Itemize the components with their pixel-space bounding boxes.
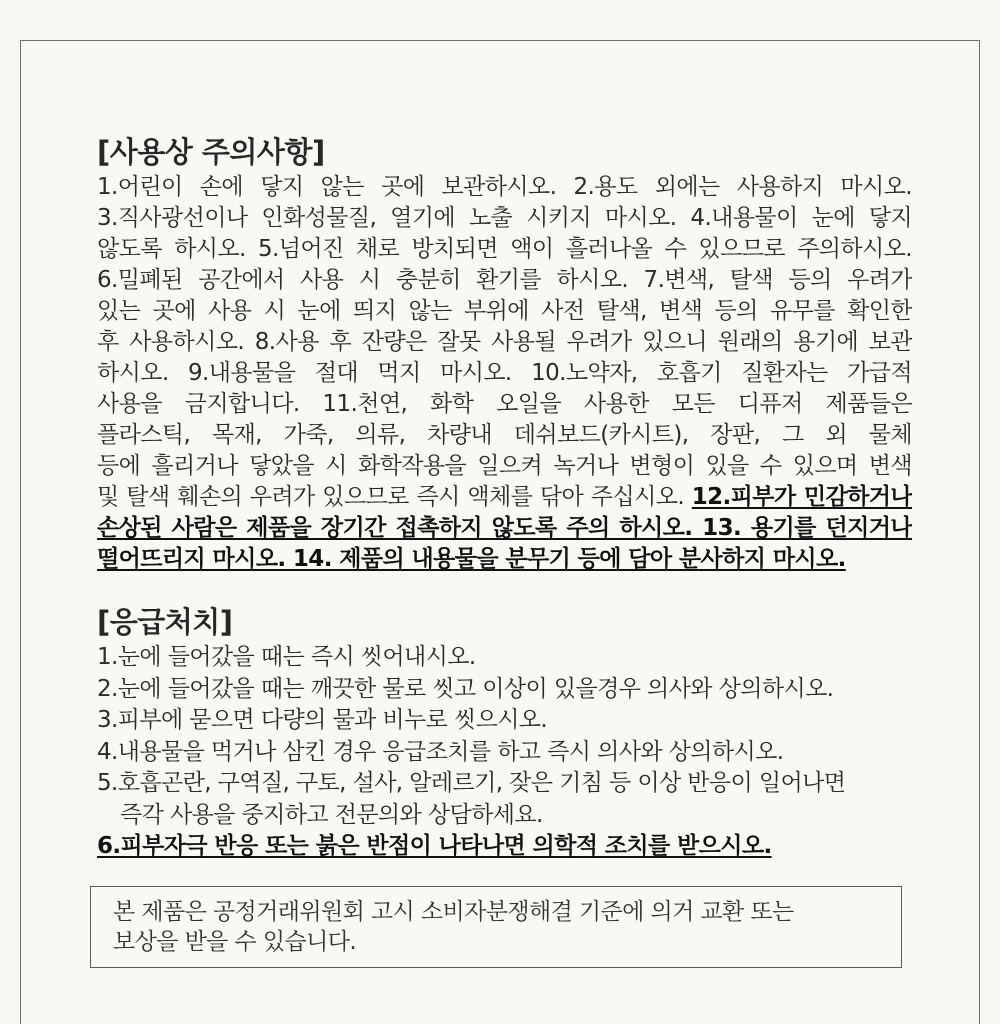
first-aid-item-continuation: 즉각 사용을 중지하고 전문의와 상담하세요.	[120, 801, 543, 828]
precaution-line-plain: 및 탈색 훼손의 우려가 있으므로 즉시 액체를 닦아 주십시오.	[97, 484, 685, 510]
notice-line: 본 제품은 공정거래위원회 고시 소비자분쟁해결 기준에 의거 교환 또는	[113, 899, 794, 925]
precautions-section	[97, 132, 912, 575]
precaution-line: 3.직사광선이나 인화성물질, 열기에 노출 시키지 마시오. 4.내용물이 눈에 닿지	[97, 205, 912, 231]
precaution-line: 플라스틱, 목재, 가죽, 의류, 차량내 데쉬보드(카시트), 장판, 그 외 물체	[97, 422, 912, 448]
precautions-heading: [사용상 주의사항]	[97, 135, 325, 169]
first-aid-item: 5.호흡곤란, 구역질, 구토, 설사, 알레르기, 잦은 기침 등 이상 반응이 일어나면	[97, 770, 846, 796]
precaution-line: 사용을 금지합니다. 11.천연, 화학 오일을 사용한 모든 디퓨저 제품들은	[97, 391, 912, 417]
first-aid-emphasis-text: 6.피부자극 반응 또는 붉은 반점이 나타나면 의학적 조치를 받으시오.	[97, 833, 772, 859]
first-aid-heading: [응급처치]	[97, 605, 233, 639]
consumer-notice-box	[90, 886, 902, 968]
precaution-line: 하시오. 9.내용물을 절대 먹지 마시오. 10.노약자, 호흡기 질환자는 가급적	[97, 360, 912, 386]
first-aid-emphasis-line	[97, 831, 912, 863]
precaution-line: 6.밀폐된 공간에서 사용 시 충분히 환기를 하시오. 7.변색, 탈색 등의 우려가	[97, 267, 912, 293]
precaution-emphasis-text: 떨어뜨리지 마시오. 14. 제품의 내용물을 분무기 등에 담아 분사하지 마시오.	[97, 546, 846, 572]
first-aid-item: 4.내용물을 먹거나 삼킨 경우 응급조치를 하고 즉시 의사와 상의하시오.	[97, 738, 784, 765]
notice-line: 보상을 받을 수 있습니다.	[113, 929, 357, 955]
precaution-emphasis-text: 12.피부가 민감하거나	[691, 484, 912, 510]
precaution-emphasis-line	[97, 544, 912, 575]
precaution-line: 등에 흘리거나 닿았을 시 화학작용을 일으켜 녹거나 변형이 있을 수 있으며 변색	[97, 453, 912, 479]
precaution-line: 1.어린이 손에 닿지 않는 곳에 보관하시오. 2.용도 외에는 사용하지 마시오.	[97, 174, 912, 200]
precaution-emphasis-text: 손상된 사람은 제품을 장기간 접촉하지 않도록 주의 하시오. 13. 용기를 던지거나	[97, 515, 912, 541]
precaution-line: 않도록 하시오. 5.넘어진 채로 방치되면 액이 흘러나올 수 있으므로 주의하시오.	[97, 236, 912, 262]
precaution-mixed-line	[97, 482, 912, 513]
first-aid-item: 1.눈에 들어갔을 때는 즉시 씻어내시오.	[97, 644, 476, 670]
precaution-line: 후 사용하시오. 8.사용 후 잔량은 잘못 사용될 우려가 있으니 원래의 용기에 보관	[97, 329, 912, 355]
precaution-emphasis-line	[97, 513, 912, 544]
first-aid-item: 3.피부에 묻으면 다량의 물과 비누로 씻으시오.	[97, 707, 548, 733]
first-aid-section	[97, 602, 912, 863]
precaution-line: 있는 곳에 사용 시 눈에 띄지 않는 부위에 사전 탈색, 변색 등의 유무를 확인한	[97, 298, 912, 324]
first-aid-item: 2.눈에 들어갔을 때는 깨끗한 물로 씻고 이상이 있을경우 의사와 상의하시오.	[97, 675, 834, 702]
